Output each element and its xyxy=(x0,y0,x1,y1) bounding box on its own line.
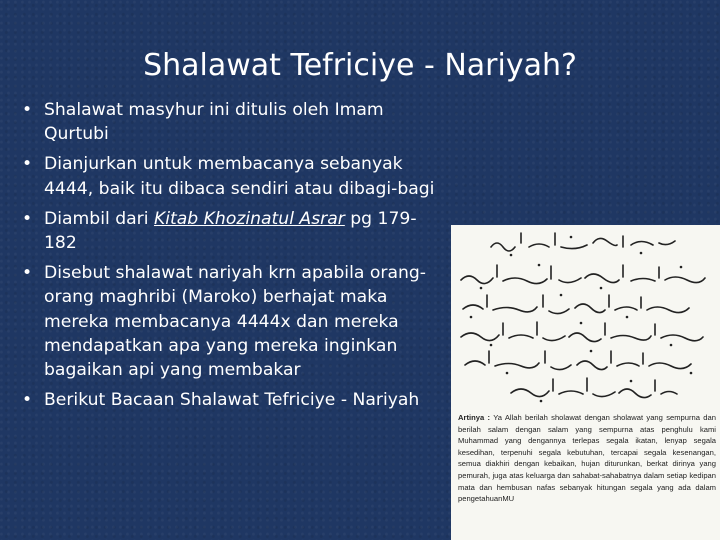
bullet-item xyxy=(22,98,442,146)
bullet-text-suffix: pg 179-182 xyxy=(44,208,417,254)
bullet-text: Berikut Bacaan Shalawat Tefriciye - Nariyah xyxy=(44,390,420,411)
scanned-prayer-image xyxy=(451,225,720,540)
translation-label: Artinya : xyxy=(458,413,491,422)
bullet-text: Shalawat masyhur ini ditulis oleh Imam Qurtubi xyxy=(44,100,384,145)
bullet-item xyxy=(22,388,442,412)
bullet-text: Dianjurkan untuk membacanya sebanyak 4444, baik itu dibaca sendiri atau dibagi-bagi xyxy=(44,154,435,199)
translation-body: Ya Allah berilah sholawat dengan sholawat yang sempurna dan berilah salam dengan salam yang sempurna atas penghulu kami Muhammad yang dengannya terlepas segala ikatan, lenyap segala kesedihan, terpenuhi segala kebutuhan, tercapai segala kesenangan, semua diakhiri dengan kebaikan, hujan diturunkan, berkat dirinya yang pemurah, juga atas keluarga dan sahabat-sahabatnya dalam setiap kedipan mata dan hembusan nafas sebanyak hitungan segala yang ada dalam pengetahuanMU xyxy=(458,413,716,504)
bullet-item xyxy=(22,261,442,382)
slide-title: Shalawat Tefriciye - Nariyah? xyxy=(143,48,577,83)
bullet-text-prefix: Diambil dari xyxy=(44,208,154,229)
translation-text xyxy=(458,412,716,505)
bullet-marker: • xyxy=(22,154,33,175)
arabic-calligraphy-image xyxy=(451,225,720,410)
bullet-list xyxy=(22,98,442,418)
bullet-marker: • xyxy=(22,208,33,229)
bullet-item xyxy=(22,207,442,255)
book-title: Kitab Khozinatul Asrar xyxy=(153,208,345,229)
bullet-text: Disebut shalawat nariyah krn apabila orang-orang maghribi (Maroko) berhajat maka mereka membacanya 4444x dan mereka mendapatkan apa yang mereka inginkan bagaikan api yang membakar xyxy=(44,263,426,381)
bullet-marker: • xyxy=(22,390,33,411)
bullet-marker: • xyxy=(22,100,33,120)
bullet-item xyxy=(22,152,442,200)
bullet-marker: • xyxy=(22,263,33,284)
